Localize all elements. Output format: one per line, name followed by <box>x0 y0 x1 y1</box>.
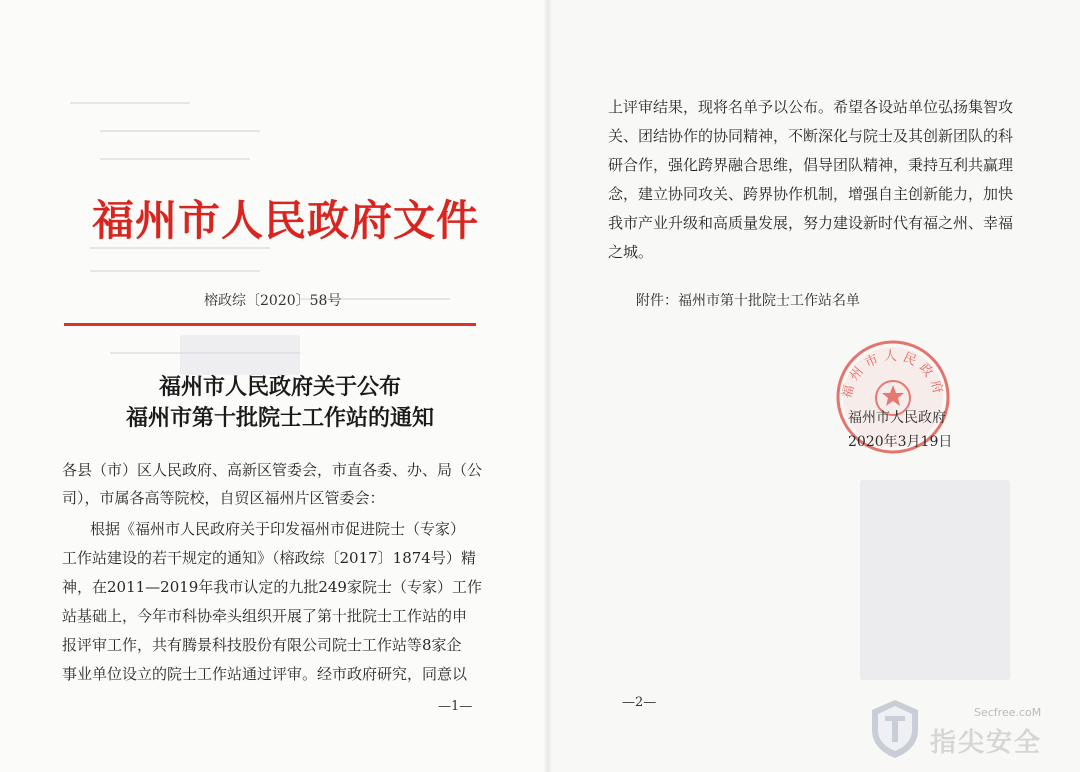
body-text-line: 司），市属各高等院校，自贸区福州片区管委会： <box>62 489 385 507</box>
bleed-through-mark <box>180 335 300 375</box>
page-number-right: —2— <box>622 695 657 710</box>
notice-title-line-1: 福州市人民政府关于公布 <box>158 374 401 400</box>
document-number: 榕政综〔2020〕58号 <box>204 293 342 309</box>
body-text-line: 念，建立协同攻关、跨界协作机制，增强自主创新能力，加快 <box>608 185 1014 203</box>
body-text-line: 之城。 <box>608 243 654 261</box>
body-text-line: 研合作，强化跨界融合思维，倡导团队精神，秉持互利共赢理 <box>608 156 1014 174</box>
body-text-line: 报评审工作，共有腾景科技股份有限公司院士工作站等8家企 <box>62 636 462 654</box>
signer-name: 福州市人民政府 <box>848 410 946 426</box>
body-text-line: 工作站建设的若干规定的通知》（榕政综〔2017〕1874号）精 <box>62 549 476 567</box>
attachment-line: 附件：福州市第十批院士工作站名单 <box>636 293 860 309</box>
body-text-line: 事业单位设立的院士工作站通过评审。经市政府研究，同意以 <box>62 665 468 683</box>
body-text-line: 上评审结果，现将名单予以公布。希望各设站单位弘扬集智攻 <box>608 98 1014 116</box>
notice-title-line-2: 福州市第十批院士工作站的通知 <box>125 405 434 431</box>
watermark-name: 指尖安全 <box>930 728 1043 758</box>
red-divider-line <box>64 323 476 326</box>
page-number-left: —1— <box>438 699 473 714</box>
bleed-through-mark <box>100 158 250 160</box>
seal-text: 福州市人民政府 <box>839 349 947 401</box>
shield-logo-icon <box>868 698 922 760</box>
bleed-through-mark <box>100 130 260 132</box>
page-fold <box>544 0 552 772</box>
body-text-line: 站基础上，今年市科协牵头组织开展了第十批院士工作站的申 <box>62 607 468 625</box>
signing-date: 2020年3月19日 <box>848 434 953 450</box>
body-text-line: 我市产业升级和高质量发展，努力建设新时代有福之州、幸福 <box>608 214 1014 232</box>
bleed-through-mark <box>70 102 190 104</box>
body-text-line: 关、团结协作的协同精神，不断深化与院士及其创新团队的科 <box>608 127 1014 145</box>
body-text-line: 各县（市）区人民政府、高新区管委会，市直各委、办、局（公 <box>62 461 483 479</box>
watermark-site: Secfree.coM <box>974 706 1042 719</box>
body-text-line: 根据《福州市人民政府关于印发福州市促进院士（专家） <box>90 520 466 538</box>
bleed-through-mark <box>90 270 260 272</box>
document-header-title: 福州市人民政府文件 <box>92 196 480 245</box>
bleed-through-mark <box>860 480 1010 680</box>
body-text-line: 神，在2011—2019年我市认定的九批249家院士（专家）工作 <box>62 578 482 596</box>
